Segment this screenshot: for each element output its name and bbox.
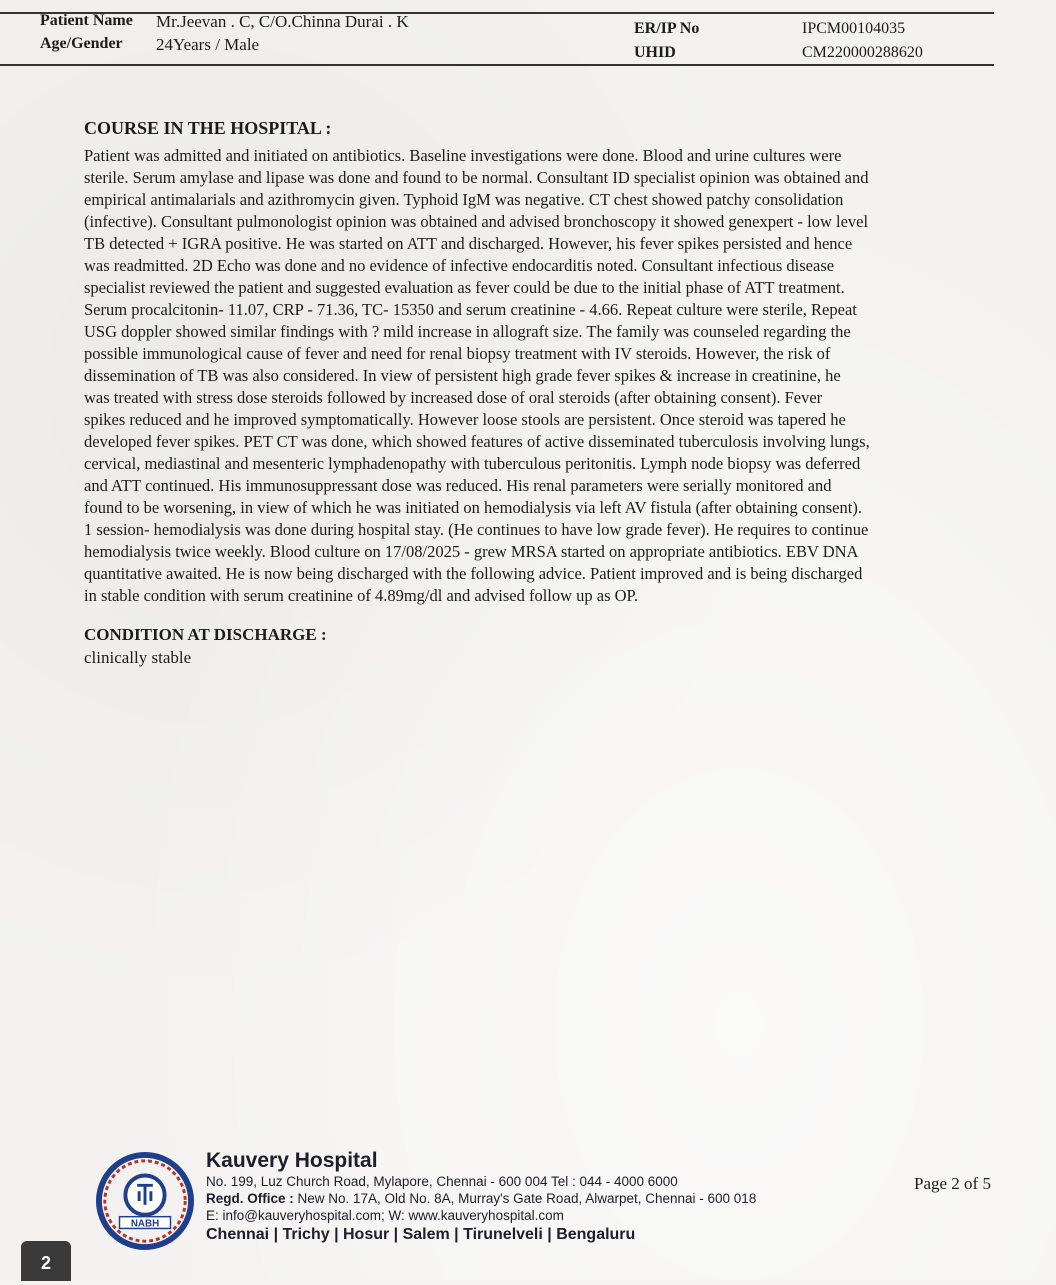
hospital-name: Kauvery Hospital <box>206 1149 378 1172</box>
course-line: specialist reviewed the patient and suggested evaluation as fever could be due to the initial phase of ATT treatment. <box>84 278 845 297</box>
course-line: developed fever spikes. PET CT was done, which showed features of active disseminated tuberculosis involving lungs, <box>84 432 870 451</box>
regd-office-label: Regd. Office : <box>206 1191 294 1206</box>
condition-title: CONDITION AT DISCHARGE : <box>84 625 327 644</box>
page-number-tab: 2 <box>21 1241 71 1281</box>
age-gender-label: Age/Gender <box>40 35 123 52</box>
course-line: was readmitted. 2D Echo was done and no evidence of infective endocarditis noted. Consultant infectious disease <box>84 256 835 275</box>
course-line: dissemination of TB was also considered. In view of persistent high grade fever spikes & increase in creatinine, he <box>84 366 841 385</box>
age-gender-value: 24Years / Male <box>156 35 260 54</box>
course-line: found to be worsening, in view of which he was initiated on hemodialysis via left AV fistula (after obtaining consent). <box>84 498 862 517</box>
course-line: Patient was admitted and initiated on antibiotics. Baseline investigations were done. Blood and urine cultures were <box>84 146 842 165</box>
course-line: cervical, mediastinal and mesenteric lymphadenopathy with tuberculous peritonitis. Lymph node biopsy was deferred <box>84 454 861 473</box>
course-line: TB detected + IGRA positive. He was started on ATT and discharged. However, his fever spikes persisted and hence <box>84 234 853 253</box>
course-line: (infective). Consultant pulmonologist opinion was obtained and advised bronchoscopy it showed genexpert - low level <box>84 212 869 231</box>
page-indicator: Page 2 of 5 <box>914 1174 991 1193</box>
course-line: possible immunological cause of fever and need for renal biopsy treatment with IV steroids. However, the risk of <box>84 344 831 363</box>
course-line: in stable condition with serum creatinine of 4.89mg/dl and advised follow up as OP. <box>84 586 639 605</box>
course-line: sterile. Serum amylase and lipase was done and found to be normal. Consultant ID specialist opinion was obtained and <box>84 168 869 187</box>
course-line: quantitative awaited. He is now being discharged with the following advice. Patient improved and is being discharged <box>84 564 863 583</box>
hospital-address: No. 199, Luz Church Road, Mylapore, Chennai - 600 004 Tel : 044 - 4000 6000 <box>206 1174 678 1189</box>
course-line: Serum procalcitonin- 11.07, CRP - 71.36, TC- 15350 and serum creatinine - 4.66. Repeat culture were sterile, Repeat <box>84 300 857 319</box>
condition-value: clinically stable <box>84 648 192 667</box>
uhid-value: CM220000288620 <box>802 44 923 61</box>
course-line: spikes reduced and he improved symptomatically. However loose stools are persistent. Once steroid was tapered he <box>84 410 846 429</box>
hospital-cities: Chennai | Trichy | Hosur | Salem | Tirunelveli | Bengaluru <box>206 1226 636 1243</box>
hospital-footer <box>206 1148 756 1246</box>
course-line: empirical antimalarials and azithromycin given. Typhoid IgM was negative. CT chest showed patchy consolidation <box>84 190 844 209</box>
badge-label: NABH <box>130 1218 160 1230</box>
course-line: USG doppler showed similar findings with ? mild increase in allograft size. The family was counseled regarding the <box>84 322 851 341</box>
course-title: COURSE IN THE HOSPITAL : <box>84 118 332 138</box>
header-bottom-rule <box>0 64 994 66</box>
header-top-rule <box>0 12 994 14</box>
regd-office <box>206 1190 756 1207</box>
erip-label: ER/IP No <box>634 20 700 37</box>
erip-value: IPCM00104035 <box>802 20 906 37</box>
nabh-accreditation-badge <box>96 1152 194 1250</box>
hospital-contact: E: info@kauveryhospital.com; W: www.kauveryhospital.com <box>206 1208 564 1223</box>
patient-name-value: Mr.Jeevan . C, C/O.Chinna Durai . K <box>156 12 409 31</box>
course-body <box>84 145 994 607</box>
uhid-label: UHID <box>634 44 676 61</box>
course-line: and ATT continued. His immunosuppressant dose was reduced. His renal parameters were serially monitored and <box>84 476 832 495</box>
patient-name-label: Patient Name <box>40 12 133 29</box>
regd-office-value: New No. 17A, Old No. 8A, Murray's Gate Road, Alwarpet, Chennai - 600 018 <box>293 1191 757 1206</box>
course-line: was treated with stress dose steroids followed by increased dose of oral steroids (after obtaining consent). Fever <box>84 388 823 407</box>
course-line: hemodialysis twice weekly. Blood culture on 17/08/2025 - grew MRSA started on appropriate antibiotics. EBV DNA <box>84 542 859 561</box>
course-line: 1 session- hemodialysis was done during hospital stay. (He continues to have low grade fever). He requires to continue <box>84 520 869 539</box>
